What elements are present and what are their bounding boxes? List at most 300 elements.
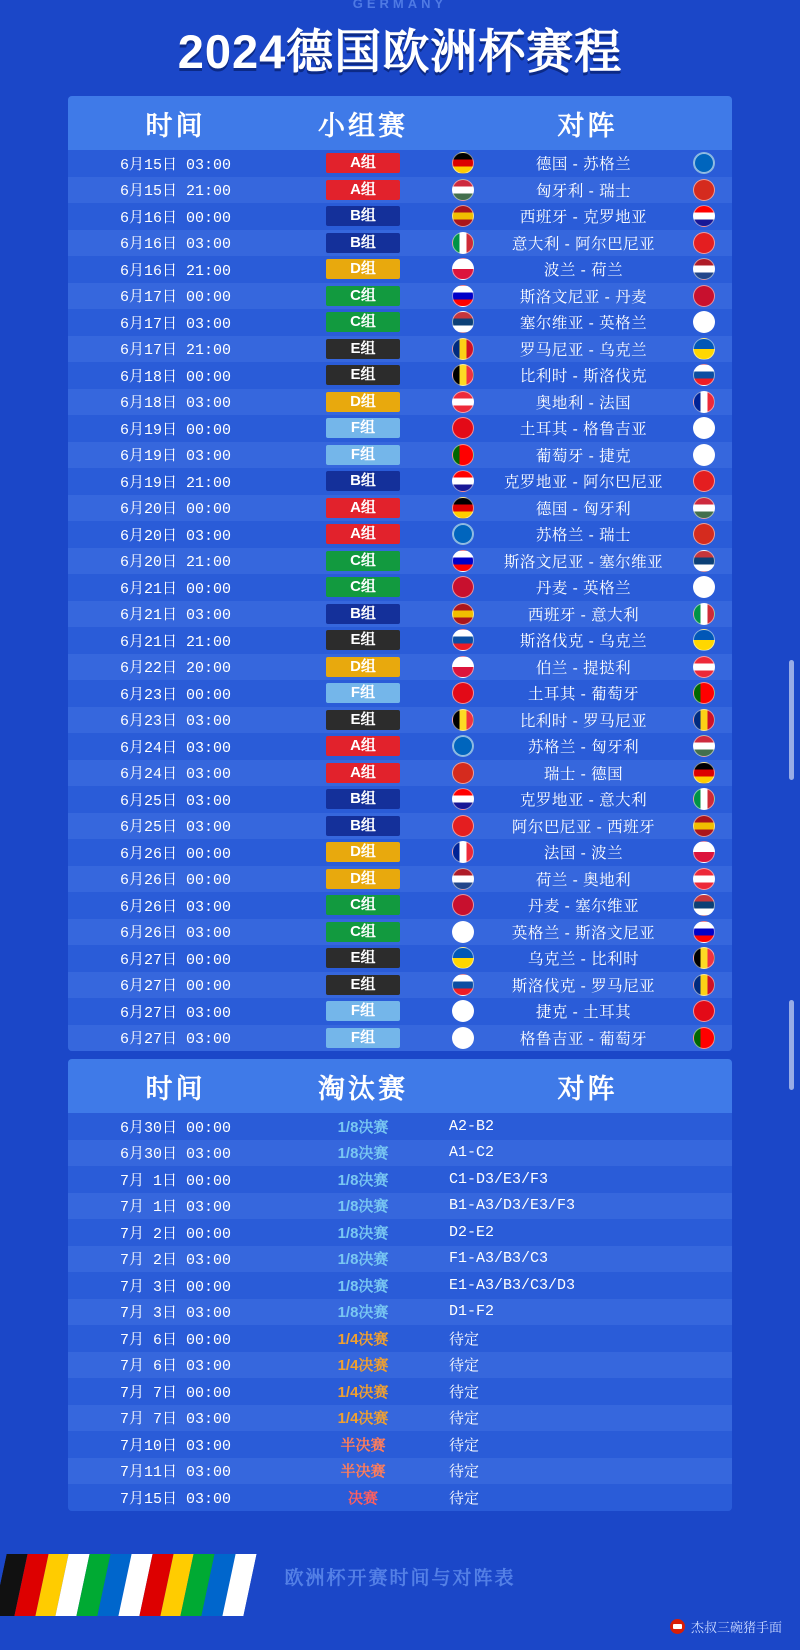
group-badge: D组 (283, 392, 443, 412)
table-row (68, 1113, 732, 1140)
match-time: 7月 3日 03:00 (119, 1305, 231, 1323)
table-row (68, 1484, 732, 1511)
match-cell (443, 788, 732, 810)
match-time: 7月11日 03:00 (119, 1464, 231, 1482)
match-teams: 瑞士 - 德国 (543, 765, 624, 783)
group-badge: E组 (283, 339, 443, 359)
group-badge: D组 (283, 259, 443, 279)
match-teams: 德国 - 匈牙利 (535, 500, 632, 518)
match-time: 7月 7日 03:00 (119, 1411, 231, 1429)
match-time: 7月 2日 03:00 (119, 1252, 231, 1270)
match-cell (443, 391, 732, 413)
away-flag-icon (684, 338, 724, 360)
away-flag-icon (684, 576, 724, 598)
stage-label: 1/4决赛 (337, 1410, 389, 1428)
match-teams: 波兰 - 荷兰 (543, 262, 624, 280)
home-flag-icon (443, 841, 483, 863)
table-row (68, 1140, 732, 1167)
group-badge: B组 (283, 471, 443, 491)
away-flag-icon (684, 656, 724, 678)
away-flag-icon (684, 815, 724, 837)
table-row (68, 1325, 732, 1352)
stage-label: 决赛 (347, 1489, 378, 1507)
match-cell (443, 576, 732, 598)
match-cell (443, 1000, 732, 1022)
away-flag-icon (684, 894, 724, 916)
match-teams: 乌克兰 - 比利时 (527, 951, 640, 969)
group-stage-column-header (68, 96, 732, 150)
table-row (68, 680, 732, 707)
match-time: 6月30日 03:00 (119, 1146, 231, 1164)
group-badge: B组 (283, 233, 443, 253)
match-time: 6月25日 03:00 (119, 819, 231, 837)
match-cell (443, 682, 732, 704)
match-teams: 伯兰 - 提挞利 (535, 659, 632, 677)
group-badge: F组 (283, 1001, 443, 1021)
column-header-time-knockout: 时间 (145, 1073, 206, 1104)
match-teams: 意大利 - 阿尔巴尼亚 (511, 235, 656, 253)
group-badge: A组 (283, 524, 443, 544)
stage-label: 1/8决赛 (337, 1277, 389, 1295)
match-teams: 英格兰 - 斯洛文尼亚 (511, 924, 656, 942)
match-cell (443, 921, 732, 943)
match-teams: 土耳其 - 格鲁吉亚 (519, 421, 648, 439)
home-flag-icon (443, 894, 483, 916)
table-row (68, 521, 732, 548)
match-teams: 克罗地亚 - 意大利 (519, 792, 648, 810)
match-cell (443, 1027, 732, 1049)
table-row (68, 601, 732, 628)
table-row (68, 627, 732, 654)
match-time: 7月 1日 03:00 (119, 1199, 231, 1217)
match-teams: 罗马尼亚 - 乌克兰 (519, 341, 648, 359)
group-badge: E组 (283, 948, 443, 968)
group-badge: F组 (283, 683, 443, 703)
away-flag-icon (684, 232, 724, 254)
match-time: 6月23日 03:00 (119, 713, 231, 731)
table-row (68, 203, 732, 230)
home-flag-icon (443, 179, 483, 201)
match-time: 6月26日 03:00 (119, 925, 231, 943)
home-flag-icon (443, 232, 483, 254)
away-flag-icon (684, 391, 724, 413)
home-flag-icon (443, 682, 483, 704)
stage-label: 半决赛 (340, 1463, 386, 1481)
match-pairing: 待定 (449, 1464, 480, 1482)
match-pairing: D1-F2 (449, 1303, 495, 1321)
match-cell (443, 629, 732, 651)
match-time: 6月26日 00:00 (119, 872, 231, 890)
away-flag-icon (684, 762, 724, 784)
home-flag-icon (443, 523, 483, 545)
away-flag-icon (684, 947, 724, 969)
home-flag-icon (443, 735, 483, 757)
column-header-group: 小组赛 (318, 110, 408, 141)
watermark (670, 1617, 782, 1636)
table-row (68, 150, 732, 177)
match-teams: 克罗地亚 - 阿尔巴尼亚 (503, 474, 664, 492)
match-cell (443, 656, 732, 678)
column-header-match-knockout: 对阵 (557, 1073, 618, 1104)
group-badge: A组 (283, 763, 443, 783)
ghost-label: GERMANY (352, 0, 448, 11)
home-flag-icon (443, 205, 483, 227)
group-badge: A组 (283, 498, 443, 518)
table-row (68, 309, 732, 336)
match-time: 6月26日 00:00 (119, 845, 231, 863)
match-cell (443, 179, 732, 201)
group-badge: B组 (283, 816, 443, 836)
table-row (68, 283, 732, 310)
away-flag-icon (684, 682, 724, 704)
knockout-board (68, 1059, 732, 1511)
match-pairing: 待定 (449, 1437, 480, 1455)
group-badge: B组 (283, 789, 443, 809)
column-header-time: 时间 (145, 110, 206, 141)
match-time: 6月17日 21:00 (119, 342, 231, 360)
group-badge: E组 (283, 365, 443, 385)
away-flag-icon (684, 152, 724, 174)
match-cell (443, 311, 732, 333)
group-badge: B组 (283, 206, 443, 226)
match-time: 6月19日 21:00 (119, 474, 231, 492)
home-flag-icon (443, 974, 483, 996)
table-row (68, 1352, 732, 1379)
match-time: 7月 7日 00:00 (119, 1384, 231, 1402)
match-time: 6月30日 00:00 (119, 1119, 231, 1137)
match-time: 6月21日 03:00 (119, 607, 231, 625)
table-row (68, 707, 732, 734)
match-cell (443, 709, 732, 731)
away-flag-icon (684, 709, 724, 731)
group-badge: A组 (283, 153, 443, 173)
table-row (68, 1431, 732, 1458)
home-flag-icon (443, 470, 483, 492)
match-teams: 匈牙利 - 瑞士 (535, 182, 632, 200)
table-row (68, 468, 732, 495)
overlay-caption: 欧洲杯开赛时间与对阵表 (284, 1568, 516, 1589)
home-flag-icon (443, 762, 483, 784)
home-flag-icon (443, 1027, 483, 1049)
match-cell (443, 152, 732, 174)
table-row (68, 1405, 732, 1432)
match-time: 6月16日 03:00 (119, 236, 231, 254)
match-cell (443, 258, 732, 280)
match-cell (443, 232, 732, 254)
table-row (68, 415, 732, 442)
home-flag-icon (443, 788, 483, 810)
match-cell (443, 523, 732, 545)
match-time: 7月 6日 03:00 (119, 1358, 231, 1376)
away-flag-icon (684, 470, 724, 492)
table-row (68, 866, 732, 893)
knockout-column-header (68, 1059, 732, 1113)
group-badge: D组 (283, 657, 443, 677)
match-teams: 法国 - 波兰 (543, 845, 624, 863)
home-flag-icon (443, 603, 483, 625)
table-row (68, 177, 732, 204)
match-pairing: D2-E2 (449, 1223, 495, 1241)
poster-header (0, 0, 800, 96)
match-time: 6月19日 00:00 (119, 421, 231, 439)
match-cell (443, 550, 732, 572)
stage-label: 1/8决赛 (337, 1251, 389, 1269)
knockout-rows (68, 1113, 732, 1511)
table-row (68, 495, 732, 522)
match-time: 6月20日 21:00 (119, 554, 231, 572)
match-time: 6月20日 00:00 (119, 501, 231, 519)
match-teams: 苏格兰 - 瑞士 (535, 527, 632, 545)
match-teams: 丹麦 - 塞尔维亚 (527, 898, 640, 916)
table-row (68, 548, 732, 575)
match-time: 6月21日 00:00 (119, 580, 231, 598)
away-flag-icon (684, 444, 724, 466)
table-row (68, 1458, 732, 1485)
home-flag-icon (443, 709, 483, 731)
stage-label: 1/8决赛 (337, 1304, 389, 1322)
table-row (68, 1166, 732, 1193)
group-badge: F组 (283, 418, 443, 438)
match-cell (443, 815, 732, 837)
away-flag-icon (684, 179, 724, 201)
match-cell (443, 470, 732, 492)
match-cell (443, 735, 732, 757)
match-time: 6月27日 03:00 (119, 1004, 231, 1022)
column-header-stage: 淘汰赛 (318, 1073, 408, 1104)
home-flag-icon (443, 364, 483, 386)
home-flag-icon (443, 338, 483, 360)
table-row (68, 998, 732, 1025)
match-teams: 荷兰 - 奥地利 (535, 871, 632, 889)
group-badge: A组 (283, 180, 443, 200)
match-teams: 苏格兰 - 匈牙利 (527, 739, 640, 757)
table-row (68, 654, 732, 681)
table-row (68, 1299, 732, 1326)
home-flag-icon (443, 921, 483, 943)
home-flag-icon (443, 444, 483, 466)
match-pairing: C1-D3/E3/F3 (449, 1170, 549, 1188)
column-header-match: 对阵 (557, 110, 618, 141)
home-flag-icon (443, 868, 483, 890)
table-row (68, 839, 732, 866)
match-pairing: 待定 (449, 1411, 480, 1429)
away-flag-icon (684, 921, 724, 943)
match-teams: 塞尔维亚 - 英格兰 (519, 315, 648, 333)
match-teams: 格鲁吉亚 - 葡萄牙 (519, 1030, 648, 1048)
away-flag-icon (684, 603, 724, 625)
match-time: 6月15日 21:00 (119, 183, 231, 201)
match-time: 7月 6日 00:00 (119, 1331, 231, 1349)
table-row (68, 1272, 732, 1299)
home-flag-icon (443, 1000, 483, 1022)
match-cell (443, 444, 732, 466)
table-row (68, 1219, 732, 1246)
away-flag-icon (684, 285, 724, 307)
match-time: 7月 2日 00:00 (119, 1225, 231, 1243)
away-flag-icon (684, 258, 724, 280)
group-badge: B组 (283, 604, 443, 624)
match-teams: 奥地利 - 法国 (535, 394, 632, 412)
table-row (68, 574, 732, 601)
group-badge: E组 (283, 630, 443, 650)
table-row (68, 256, 732, 283)
group-badge: E组 (283, 975, 443, 995)
table-row (68, 362, 732, 389)
away-flag-icon (684, 364, 724, 386)
table-row (68, 1025, 732, 1052)
match-cell (443, 205, 732, 227)
match-time: 6月23日 00:00 (119, 686, 231, 704)
table-row (68, 1193, 732, 1220)
match-cell (443, 338, 732, 360)
table-row (68, 1246, 732, 1273)
match-cell (443, 497, 732, 519)
match-cell (443, 285, 732, 307)
away-flag-icon (684, 974, 724, 996)
group-badge: C组 (283, 286, 443, 306)
match-teams: 西班牙 - 克罗地亚 (519, 209, 648, 227)
table-row (68, 813, 732, 840)
home-flag-icon (443, 550, 483, 572)
table-row (68, 919, 732, 946)
away-flag-icon (684, 205, 724, 227)
home-flag-icon (443, 947, 483, 969)
away-flag-icon (684, 497, 724, 519)
group-badge: D组 (283, 842, 443, 862)
match-time: 6月16日 00:00 (119, 209, 231, 227)
match-time: 6月27日 03:00 (119, 1031, 231, 1049)
group-badge: D组 (283, 869, 443, 889)
match-cell (443, 417, 732, 439)
match-teams: 西班牙 - 意大利 (527, 606, 640, 624)
group-badge: C组 (283, 577, 443, 597)
table-row (68, 389, 732, 416)
match-time: 6月21日 21:00 (119, 633, 231, 651)
table-row (68, 733, 732, 760)
match-teams: 斯洛文尼亚 - 塞尔维亚 (503, 553, 664, 571)
stage-label: 1/8决赛 (337, 1198, 389, 1216)
table-row (68, 442, 732, 469)
home-flag-icon (443, 576, 483, 598)
match-cell (443, 762, 732, 784)
match-teams: 丹麦 - 英格兰 (535, 580, 632, 598)
match-teams: 比利时 - 罗马尼亚 (519, 712, 648, 730)
home-flag-icon (443, 152, 483, 174)
match-time: 6月27日 00:00 (119, 951, 231, 969)
table-row (68, 760, 732, 787)
table-row (68, 972, 732, 999)
match-time: 6月24日 03:00 (119, 739, 231, 757)
away-flag-icon (684, 311, 724, 333)
match-teams: 斯洛文尼亚 - 丹麦 (519, 288, 648, 306)
match-cell (443, 974, 732, 996)
match-time: 6月16日 21:00 (119, 262, 231, 280)
match-pairing: 待定 (449, 1490, 480, 1508)
match-teams: 捷克 - 土耳其 (535, 1004, 632, 1022)
match-time: 7月15日 03:00 (119, 1490, 231, 1508)
match-time: 6月17日 03:00 (119, 315, 231, 333)
home-flag-icon (443, 285, 483, 307)
stage-label: 1/8决赛 (337, 1224, 389, 1242)
table-row (68, 336, 732, 363)
match-pairing: A2-B2 (449, 1117, 495, 1135)
match-cell (443, 894, 732, 916)
table-row (68, 945, 732, 972)
away-flag-icon (684, 417, 724, 439)
match-time: 6月20日 03:00 (119, 527, 231, 545)
stage-label: 1/4决赛 (337, 1357, 389, 1375)
group-stage-rows (68, 150, 732, 1051)
match-cell (443, 603, 732, 625)
table-row (68, 786, 732, 813)
home-flag-icon (443, 258, 483, 280)
away-flag-icon (684, 735, 724, 757)
match-teams: 德国 - 苏格兰 (535, 156, 632, 174)
away-flag-icon (684, 1027, 724, 1049)
match-time: 6月25日 03:00 (119, 792, 231, 810)
home-flag-icon (443, 656, 483, 678)
match-time: 6月19日 03:00 (119, 448, 231, 466)
away-flag-icon (684, 629, 724, 651)
match-pairing: E1-A3/B3/C3/D3 (449, 1276, 576, 1294)
match-cell (443, 947, 732, 969)
away-flag-icon (684, 788, 724, 810)
match-time: 6月27日 00:00 (119, 978, 231, 996)
match-pairing: A1-C2 (449, 1144, 495, 1162)
home-flag-icon (443, 629, 483, 651)
away-flag-icon (684, 523, 724, 545)
away-flag-icon (684, 868, 724, 890)
home-flag-icon (443, 417, 483, 439)
stage-label: 1/8决赛 (337, 1145, 389, 1163)
match-pairing: 待定 (449, 1358, 480, 1376)
home-flag-icon (443, 391, 483, 413)
scrollbar-thumb-lower[interactable] (789, 1000, 794, 1090)
match-pairing: B1-A3/D3/E3/F3 (449, 1197, 576, 1215)
match-time: 6月18日 03:00 (119, 395, 231, 413)
match-teams: 土耳其 - 葡萄牙 (527, 686, 640, 704)
table-row (68, 892, 732, 919)
stage-label: 1/4决赛 (337, 1383, 389, 1401)
match-time: 7月 3日 00:00 (119, 1278, 231, 1296)
match-time: 6月18日 00:00 (119, 368, 231, 386)
match-time: 6月26日 03:00 (119, 898, 231, 916)
home-flag-icon (443, 311, 483, 333)
match-time: 6月17日 00:00 (119, 289, 231, 307)
match-time: 7月10日 03:00 (119, 1437, 231, 1455)
match-teams: 斯洛伐克 - 乌克兰 (519, 633, 648, 651)
group-badge: E组 (283, 710, 443, 730)
poster-footer (0, 1554, 800, 1650)
table-row (68, 230, 732, 257)
match-pairing: F1-A3/B3/C3 (449, 1250, 549, 1268)
home-flag-icon (443, 815, 483, 837)
group-badge: A组 (283, 736, 443, 756)
home-flag-icon (443, 497, 483, 519)
away-flag-icon (684, 841, 724, 863)
match-cell (443, 841, 732, 863)
match-teams: 葡萄牙 - 捷克 (535, 447, 632, 465)
match-time: 7月 1日 00:00 (119, 1172, 231, 1190)
match-time: 6月22日 20:00 (119, 660, 231, 678)
match-cell (443, 868, 732, 890)
scrollbar-thumb-upper[interactable] (789, 660, 794, 780)
weibo-icon (670, 1619, 685, 1634)
stage-label: 半决赛 (340, 1436, 386, 1454)
group-badge: C组 (283, 922, 443, 942)
match-cell (443, 364, 732, 386)
stage-label: 1/8决赛 (337, 1171, 389, 1189)
